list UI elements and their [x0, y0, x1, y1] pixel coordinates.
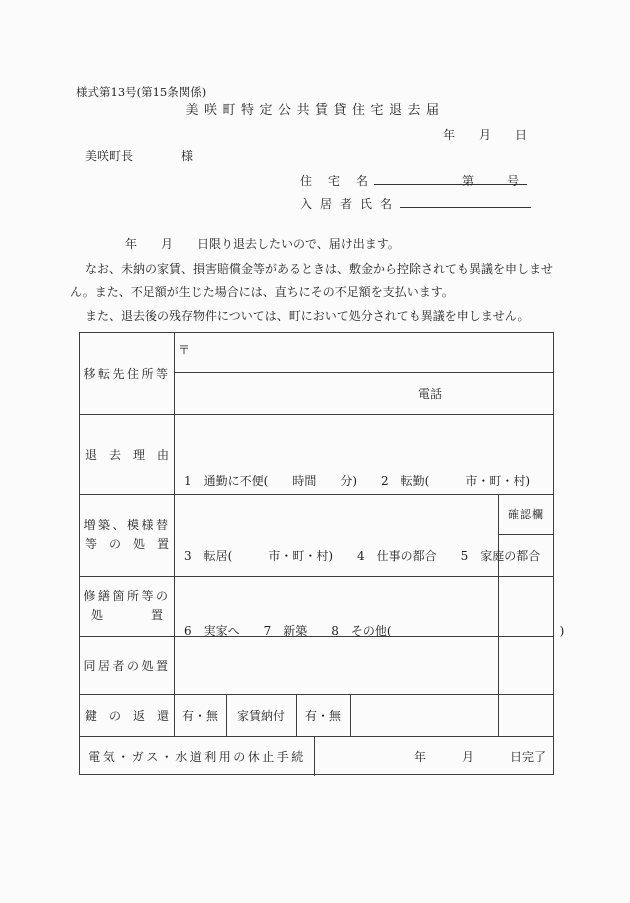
reason-label: 退 去 理 由: [84, 447, 169, 462]
addressee-line: 美咲町長 様: [85, 149, 194, 163]
note-line-3: また、退去後の残存物件については、町において処分されても異議を申しません。: [85, 309, 530, 323]
phone-label: 電話: [418, 387, 443, 401]
key-return-label: 鍵 の 返 還: [84, 708, 169, 723]
resident-name-label: 入居者氏名: [300, 197, 401, 211]
rent-payment-value: 有・無: [304, 708, 341, 723]
housing-name-blank: [374, 172, 527, 188]
repair-label-line1: 修繕箇所等の: [83, 589, 171, 603]
renovation-label: [80, 494, 174, 576]
renovation-label-line2: 等 の 処 置: [84, 537, 169, 551]
rule-postal-phone-divider: [174, 372, 554, 373]
utilities-label: 電気・ガス・水道利用の休止手続: [88, 749, 306, 764]
cohabitant-label: 同居者の処置: [83, 658, 171, 673]
resident-name-line: [300, 195, 531, 212]
form-number: 様式第13号(第15条関係): [76, 85, 207, 99]
note-line-1: なお、未納の家賃、損害賠償金等があるときは、敷金から控除されても異議を申しませ: [85, 262, 554, 276]
reason-option-line: 3 転居( 市・町・村) 4 仕事の都合 5 家庭の都合: [184, 549, 541, 563]
reason-option-line: 1 通勤に不便( 時間 分) 2 転勤( 市・町・村): [184, 474, 530, 488]
postal-mark: 〒: [178, 343, 191, 357]
repair-label: [80, 576, 174, 636]
rent-payment-label: 家賃納付: [236, 708, 285, 723]
repair-label-line2: 処 置: [90, 608, 163, 622]
housing-number-suffix: 第 号: [462, 174, 523, 188]
utilities-completion: 年 月 日完了: [413, 749, 546, 764]
renovation-label-line1: 増築、模様替: [83, 518, 171, 532]
rule-key-cell-3: [350, 694, 351, 736]
rule-label-column: [174, 333, 175, 736]
intent-line: 年 月 日限り退去したいので、届け出ます。: [125, 237, 400, 251]
reason-option-line: 6 実家へ 7 新築 8 その他( ): [184, 624, 565, 638]
confirmation-column-header: 確認欄: [508, 508, 544, 521]
form-table: [79, 332, 565, 775]
document-title: 美咲町特定公共賃貸住宅退去届: [185, 103, 445, 118]
date-line: 年 月 日: [442, 128, 527, 142]
note-line-2: ん。また、不足額が生じた場合には、直ちにその不足額を支払います。: [70, 285, 454, 299]
resident-name-blank: [400, 195, 531, 208]
reason-options: [184, 419, 565, 694]
housing-name-label: 住 宅 名: [300, 174, 371, 188]
moving-address-label: 移転先住所等: [83, 367, 171, 381]
housing-name-line: [300, 172, 527, 189]
key-return-value: 有・無: [181, 708, 218, 723]
